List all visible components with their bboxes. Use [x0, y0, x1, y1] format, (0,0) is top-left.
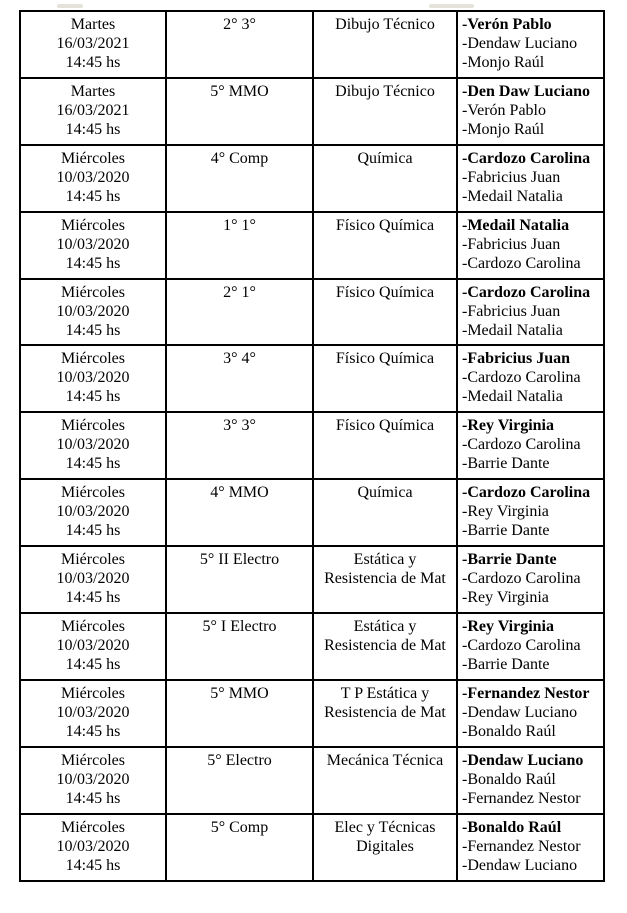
subject-line: Resistencia de Mat: [324, 703, 446, 721]
datetime-date: 10/03/2020: [56, 770, 130, 788]
teacher-line: -Cardozo Carolina: [462, 149, 591, 167]
datetime-day: Miércoles: [61, 149, 125, 167]
teacher-line: -Rey Virginia: [462, 618, 554, 636]
course-label: 3° 4°: [223, 350, 256, 368]
datetime-cell: [20, 279, 166, 346]
teachers-cell: [457, 279, 604, 346]
teacher-line: -Medail Natalia: [462, 187, 563, 205]
teacher-line: -Barrie Dante: [462, 455, 550, 473]
teacher-line: -Cardozo Carolina: [462, 570, 581, 588]
datetime-date: 16/03/2021: [56, 101, 130, 119]
teacher-line: -Barrie Dante: [462, 656, 550, 674]
datetime-day: Miércoles: [61, 818, 125, 836]
subject-cell: [313, 680, 457, 747]
datetime-day: Miércoles: [61, 350, 125, 368]
course-cell: [166, 412, 313, 479]
course-label: 5° MMO: [210, 684, 269, 702]
course-label: 3° 3°: [223, 417, 256, 435]
subject-line: Digitales: [356, 837, 414, 855]
teacher-line: -Rey Virginia: [462, 589, 549, 607]
teachers-cell: [457, 546, 604, 613]
subject-line: Resistencia de Mat: [324, 570, 446, 588]
teachers-cell: [457, 212, 604, 279]
course-label: 5° II Electro: [199, 551, 280, 569]
teacher-line: -Medail Natalia: [462, 321, 563, 339]
course-label: 1° 1°: [223, 216, 256, 234]
teacher-line: -Barrie Dante: [462, 551, 557, 569]
cutoff-text-fragment: [429, 4, 474, 8]
subject-line: Química: [357, 149, 413, 167]
table-row: [20, 345, 604, 412]
datetime-time: 14:45 hs: [65, 321, 121, 339]
course-cell: [166, 613, 313, 680]
teacher-line: -Bonaldo Raúl: [462, 818, 562, 836]
table-row: [20, 212, 604, 279]
table-row: [20, 814, 604, 881]
subject-line: Físico Química: [335, 350, 435, 368]
subject-line: Resistencia de Mat: [324, 637, 446, 655]
subject-line: Mecánica Técnica: [326, 751, 444, 769]
datetime-day: Miércoles: [61, 551, 125, 569]
course-cell: [166, 747, 313, 814]
datetime-day: Miércoles: [61, 283, 125, 301]
course-cell: [166, 279, 313, 346]
teachers-cell: [457, 11, 604, 78]
datetime-date: 16/03/2021: [56, 35, 130, 52]
teacher-line: -Verón Pablo: [462, 16, 552, 33]
teacher-line: -Cardozo Carolina: [462, 484, 591, 502]
subject-line: Química: [357, 484, 413, 502]
subject-cell: [313, 11, 457, 78]
datetime-cell: [20, 78, 166, 145]
datetime-cell: [20, 345, 166, 412]
teachers-cell: [457, 680, 604, 747]
teacher-line: -Bonaldo Raúl: [462, 770, 556, 788]
datetime-day: Miércoles: [61, 216, 125, 234]
teacher-line: -Fernandez Nestor: [462, 789, 581, 807]
cutoff-text-fragment: [57, 4, 83, 8]
subject-line: Dibujo Técnico: [335, 82, 435, 100]
datetime-date: 10/03/2020: [56, 503, 130, 521]
datetime-time: 14:45 hs: [65, 120, 121, 138]
table-row: [20, 78, 604, 145]
teacher-line: -Fernandez Nestor: [462, 837, 581, 855]
course-label: 5° MMO: [210, 82, 269, 100]
teacher-line: -Fabricius Juan: [462, 235, 561, 253]
datetime-cell: [20, 479, 166, 546]
subject-line: Dibujo Técnico: [335, 16, 435, 33]
subject-cell: [313, 546, 457, 613]
table-row: [20, 479, 604, 546]
datetime-day: Miércoles: [61, 684, 125, 702]
course-label: 2° 1°: [223, 283, 256, 301]
teachers-cell: [457, 479, 604, 546]
teacher-line: -Cardozo Carolina: [462, 436, 581, 454]
datetime-date: 10/03/2020: [56, 168, 130, 186]
datetime-cell: [20, 212, 166, 279]
subject-line: Estática y: [353, 551, 417, 569]
table-row: [20, 613, 604, 680]
course-label: 5° Electro: [207, 751, 272, 769]
subject-line: Elec y Técnicas: [334, 818, 436, 836]
datetime-day: Miércoles: [61, 484, 125, 502]
datetime-cell: [20, 814, 166, 881]
course-label: 5° Comp: [210, 818, 269, 836]
datetime-time: 14:45 hs: [65, 54, 121, 71]
teacher-line: -Verón Pablo: [462, 101, 546, 119]
datetime-time: 14:45 hs: [65, 789, 121, 807]
datetime-cell: [20, 11, 166, 78]
datetime-day: Miércoles: [61, 417, 125, 435]
teachers-cell: [457, 613, 604, 680]
table-row: [20, 145, 604, 212]
teacher-line: -Fabricius Juan: [462, 302, 561, 320]
schedule-table-body: [20, 11, 604, 881]
datetime-cell: [20, 145, 166, 212]
subject-cell: [313, 412, 457, 479]
course-cell: [166, 212, 313, 279]
course-cell: [166, 814, 313, 881]
datetime-time: 14:45 hs: [65, 187, 121, 205]
course-cell: [166, 78, 313, 145]
datetime-date: 10/03/2020: [56, 837, 130, 855]
subject-cell: [313, 279, 457, 346]
teacher-line: -Medail Natalia: [462, 388, 563, 406]
datetime-time: 14:45 hs: [65, 388, 121, 406]
subject-cell: [313, 78, 457, 145]
datetime-time: 14:45 hs: [65, 722, 121, 740]
teacher-line: -Fabricius Juan: [462, 350, 571, 368]
table-row: [20, 412, 604, 479]
datetime-day: Martes: [70, 16, 116, 33]
subject-line: Físico Química: [335, 216, 435, 234]
subject-cell: [313, 613, 457, 680]
teachers-cell: [457, 747, 604, 814]
teacher-line: -Cardozo Carolina: [462, 637, 581, 655]
datetime-day: Miércoles: [61, 618, 125, 636]
teachers-cell: [457, 412, 604, 479]
subject-cell: [313, 814, 457, 881]
course-label: 4° Comp: [210, 149, 269, 167]
datetime-cell: [20, 613, 166, 680]
teacher-line: -Rey Virginia: [462, 417, 554, 435]
subject-cell: [313, 479, 457, 546]
datetime-date: 10/03/2020: [56, 703, 130, 721]
teacher-line: -Bonaldo Raúl: [462, 722, 556, 740]
datetime-date: 10/03/2020: [56, 637, 130, 655]
datetime-date: 10/03/2020: [56, 235, 130, 253]
teacher-line: -Monjo Raúl: [462, 54, 545, 71]
teacher-line: -Rey Virginia: [462, 503, 549, 521]
subject-line: T P Estática y: [340, 684, 430, 702]
course-cell: [166, 345, 313, 412]
teacher-line: -Dendaw Luciano: [462, 751, 584, 769]
datetime-day: Miércoles: [61, 751, 125, 769]
table-row: [20, 11, 604, 78]
table-row: [20, 279, 604, 346]
table-row: [20, 747, 604, 814]
teacher-line: -Dendaw Luciano: [462, 856, 578, 874]
datetime-cell: [20, 680, 166, 747]
schedule-table: [19, 10, 605, 882]
course-cell: [166, 680, 313, 747]
datetime-date: 10/03/2020: [56, 436, 130, 454]
table-row: [20, 680, 604, 747]
teachers-cell: [457, 145, 604, 212]
course-label: 4° MMO: [210, 484, 269, 502]
teacher-line: -Dendaw Luciano: [462, 703, 578, 721]
teacher-line: -Cardozo Carolina: [462, 369, 581, 387]
datetime-date: 10/03/2020: [56, 302, 130, 320]
subject-line: Estática y: [353, 618, 417, 636]
datetime-time: 14:45 hs: [65, 656, 121, 674]
datetime-cell: [20, 546, 166, 613]
table-row: [20, 546, 604, 613]
datetime-cell: [20, 412, 166, 479]
teacher-line: -Monjo Raúl: [462, 120, 545, 138]
course-cell: [166, 145, 313, 212]
teachers-cell: [457, 345, 604, 412]
datetime-date: 10/03/2020: [56, 369, 130, 387]
datetime-date: 10/03/2020: [56, 570, 130, 588]
datetime-cell: [20, 747, 166, 814]
teacher-line: -Dendaw Luciano: [462, 35, 578, 52]
teachers-cell: [457, 78, 604, 145]
teacher-line: -Medail Natalia: [462, 216, 570, 234]
datetime-time: 14:45 hs: [65, 589, 121, 607]
subject-cell: [313, 145, 457, 212]
datetime-time: 14:45 hs: [65, 522, 121, 540]
datetime-time: 14:45 hs: [65, 856, 121, 874]
subject-line: Físico Química: [335, 283, 435, 301]
datetime-time: 14:45 hs: [65, 254, 121, 272]
teacher-line: -Fernandez Nestor: [462, 684, 590, 702]
subject-line: Físico Química: [335, 417, 435, 435]
teacher-line: -Den Daw Luciano: [462, 82, 591, 100]
teacher-line: -Cardozo Carolina: [462, 283, 591, 301]
course-cell: [166, 546, 313, 613]
subject-cell: [313, 212, 457, 279]
course-label: 5° I Electro: [202, 618, 277, 636]
teacher-line: -Cardozo Carolina: [462, 254, 581, 272]
datetime-day: Martes: [70, 82, 116, 100]
course-label: 2° 3°: [223, 16, 256, 33]
course-cell: [166, 11, 313, 78]
teacher-line: -Barrie Dante: [462, 522, 550, 540]
datetime-time: 14:45 hs: [65, 455, 121, 473]
teachers-cell: [457, 814, 604, 881]
course-cell: [166, 479, 313, 546]
subject-cell: [313, 747, 457, 814]
teacher-line: -Fabricius Juan: [462, 168, 561, 186]
subject-cell: [313, 345, 457, 412]
